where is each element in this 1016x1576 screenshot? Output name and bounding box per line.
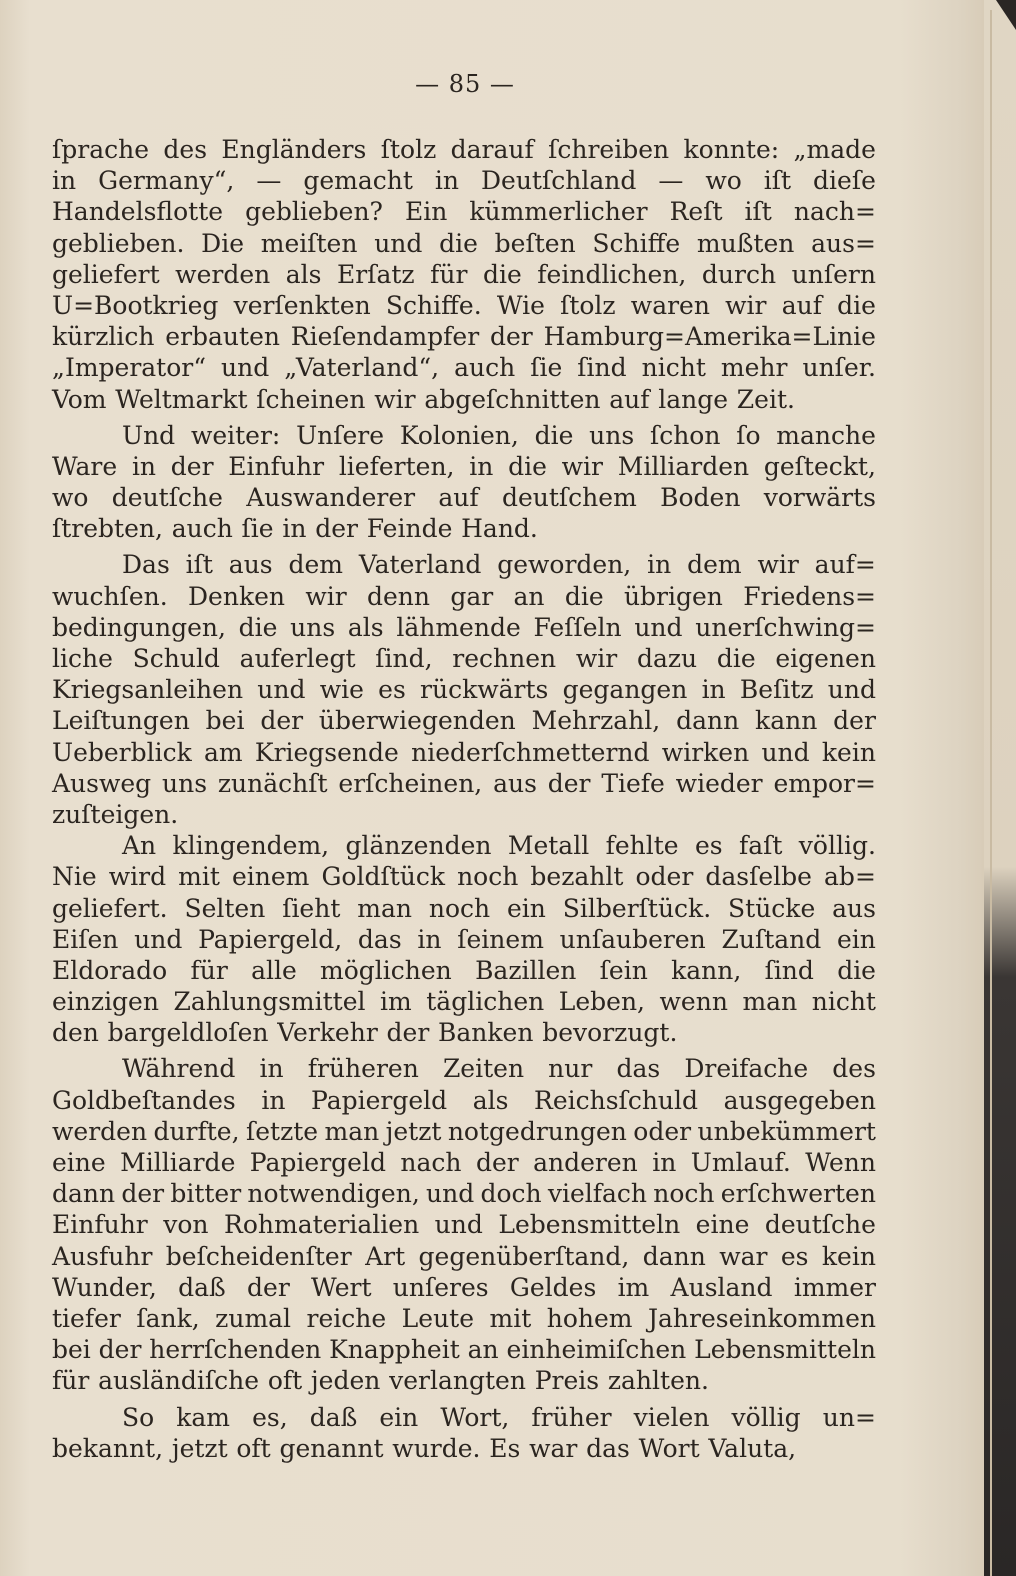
text-line: ſtrebten, auch ſie in der Feinde Hand.: [52, 514, 538, 544]
text-line: U=Bootkrieg verſenkten Schiffe. Wie ſtolz waren wir auf die: [52, 290, 876, 320]
text-line: So kam es, daß ein Wort, früher vielen völlig un=: [122, 1402, 876, 1432]
text-line: Kriegsanleihen und wie es rückwärts gegangen in Beſitz und: [52, 675, 876, 705]
text-line: den bargeldloſen Verkehr der Banken bevorzugt.: [52, 1018, 678, 1048]
text-line: geliefert werden als Erſatz für die feindlichen, durch unſern: [52, 259, 876, 289]
text-line: „Imperator“ und „Vaterland“, auch ſie ſind nicht mehr unſer.: [52, 353, 876, 383]
paragraph: [52, 1053, 876, 1396]
text-line: geblieben. Die meiſten und die beſten Schiffe mußten aus=: [52, 228, 876, 258]
text-line: einzigen Zahlungsmittel im täglichen Leben, wenn man nicht: [52, 987, 876, 1017]
page-edge: [984, 0, 1016, 1576]
text-line: geliefert. Selten ſieht man noch ein Silberſtück. Stücke aus: [52, 893, 876, 923]
text-line: in Germany“, — gemacht in Deutſchland — wo iſt dieſe: [52, 166, 876, 196]
text-line: Während in früheren Zeiten nur das Dreifache des: [122, 1054, 876, 1084]
text-line: bedingungen, die uns als lähmende Feſſeln und unerſchwing=: [52, 612, 876, 642]
text-line: Nie wird mit einem Goldſtück noch bezahlt oder dasſelbe ab=: [52, 862, 876, 892]
text-line: Und weiter: Unſere Kolonien, die uns ſchon ſo manche: [122, 420, 876, 450]
text-line: Ware in der Einfuhr lieferten, in die wir Milliarden geſteckt,: [52, 451, 876, 481]
text-line: Handelsflotte geblieben? Ein kümmerlicher Reſt iſt nach=: [52, 197, 876, 227]
text-line: liche Schuld auferlegt ſind, rechnen wir dazu die eigenen: [52, 644, 876, 673]
text-line: Wunder, daß der Wert unſeres Geldes im Ausland immer: [52, 1272, 876, 1302]
text-line: Ausfuhr beſcheidenſter Art gegenüberſtand, dann war es kein: [52, 1241, 876, 1271]
text-line: Ausweg uns zunächſt erſcheinen, aus der Tiefe wieder empor=: [52, 768, 876, 798]
text-line: bekannt, jetzt oft genannt wurde. Es war das Wort Valuta,: [52, 1433, 797, 1463]
text-line: Das iſt aus dem Vaterland geworden, in dem wir auf=: [122, 550, 876, 580]
text-line: wo deutſche Auswanderer auf deutſchem Boden vorwärts: [52, 483, 876, 513]
paragraph: [52, 134, 876, 415]
body-text: [52, 134, 876, 1464]
text-line: kürzlich erbauten Rieſendampfer der Hamburg=Amerika=Linie: [52, 322, 876, 352]
page-fold-line: [990, 10, 992, 1576]
text-line: bei der herrſchenden Knappheit an einheimiſchen Lebensmitteln: [52, 1335, 876, 1365]
text-line: Einfuhr von Rohmaterialien und Lebensmitteln eine deutſche: [52, 1210, 876, 1240]
text-line: Leiſtungen bei der überwiegenden Mehrzahl, dann kann der: [52, 706, 876, 736]
text-line: ſprache des Engländers ſtolz darauf ſchreiben konnte: „made: [52, 135, 876, 164]
text-line: werden durfte, ſetzte man jetzt notgedrungen oder unbekümmert: [52, 1116, 876, 1146]
paragraph: [52, 420, 876, 545]
paragraph: [52, 1402, 876, 1464]
text-line: zuſteigen.: [52, 799, 179, 829]
text-line: Eiſen und Papiergeld, das in ſeinem unſauberen Zuſtand ein: [52, 924, 876, 954]
text-line: Eldorado für alle möglichen Bazillen ſein kann, ſind die: [52, 955, 876, 985]
text-line: für ausländiſche oft jeden verlangten Preis zahlten.: [52, 1366, 709, 1396]
page-number: — 85 —: [415, 70, 515, 98]
text-line: eine Milliarde Papiergeld nach der anderen in Umlauf. Wenn: [52, 1148, 876, 1177]
text-line: Ueberblick am Kriegsende niederſchmetternd wirken und kein: [52, 737, 876, 767]
text-line: dann der bitter notwendigen, und doch vielfach noch erſchwerten: [52, 1179, 876, 1209]
text-line: Vom Weltmarkt ſcheinen wir abgeſchnitten auf lange Zeit.: [52, 384, 795, 414]
text-line: Goldbeſtandes in Papiergeld als Reichsſchuld ausgegeben: [52, 1085, 876, 1115]
text-line: An klingendem, glänzenden Metall fehlte es faſt völlig.: [122, 831, 876, 861]
text-line: tiefer ſank, zumal reiche Leute mit hohem Jahreseinkommen: [52, 1303, 876, 1333]
paragraph: [52, 549, 876, 830]
text-line: wuchſen. Denken wir denn gar an die übrigen Friedens=: [52, 581, 876, 611]
paragraph: [52, 830, 876, 1048]
